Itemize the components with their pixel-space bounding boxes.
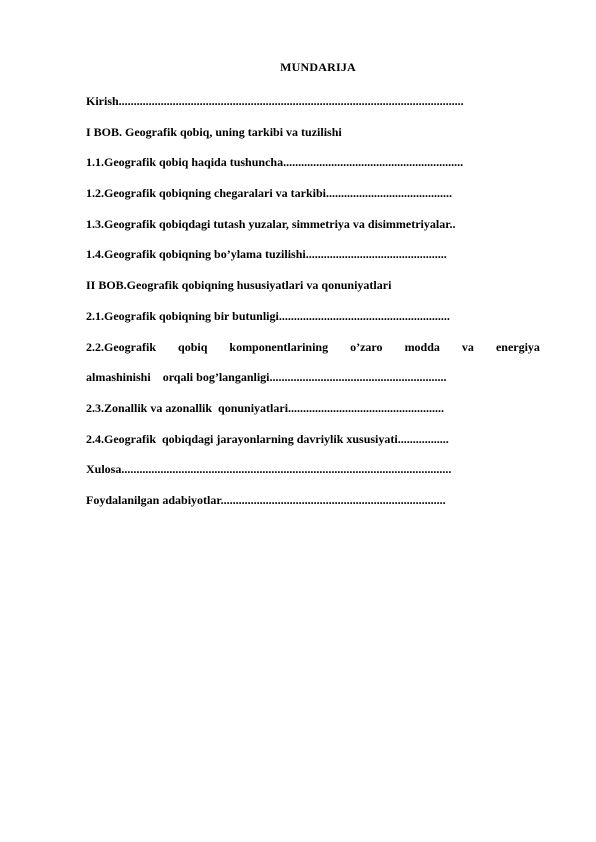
table-of-contents — [86, 94, 540, 524]
toc-word: modda — [404, 339, 440, 354]
toc-word: o’zaro — [350, 339, 383, 354]
toc-entry-kirish: Kirish................................................................................................................... — [86, 94, 464, 108]
toc-entry-chapter-2: II BOB.Geografik qobiqning hususiyatlari va qonuniyatlari — [86, 278, 392, 293]
toc-entry-2-4: 2.4.Geografik qobiqdagi jarayonlarning davriylik xususiyati................. — [86, 431, 449, 446]
toc-word: komponentlarining — [229, 339, 329, 354]
toc-entry-1-1: 1.1.Geografik qobiq haqida tushuncha............................................................ — [86, 155, 464, 170]
toc-entry-2-2-line-1 — [86, 340, 540, 354]
toc-word: qobiq — [178, 339, 208, 354]
toc-entry-2-3: 2.3.Zonallik va azonallik qonuniyatlari.................................................... — [86, 400, 445, 415]
toc-entry-2-2-line-2: almashinishi orqali bog’langanligi........................................................... — [86, 370, 447, 385]
toc-entry-xulosa: Xulosa.............................................................................................................. — [86, 462, 452, 477]
toc-word: energiya — [495, 339, 540, 354]
toc-entry-adabiyotlar: Foydalanilgan adabiyotlar........................................................................... — [86, 492, 446, 507]
toc-entry-1-3: 1.3.Geografik qobiqdagi tutash yuzalar, simmetriya va disimmetriyalar.. — [86, 216, 456, 231]
toc-title: MUNDARIJA — [280, 60, 356, 74]
toc-entry-chapter-1: I BOB. Geografik qobiq, uning tarkibi va tuzilishi — [86, 124, 342, 139]
toc-word: 2.2.Geografik — [86, 339, 156, 354]
toc-entry-1-4: 1.4.Geografik qobiqning bo’ylama tuzilishi............................................... — [86, 247, 447, 262]
toc-entry-2-1: 2.1.Geografik qobiqning bir butunligi......................................................... — [86, 308, 450, 323]
toc-word: va — [461, 339, 474, 354]
toc-entry-1-2: 1.2.Geografik qobiqning chegaralari va tarkibi.......................................... — [86, 186, 453, 201]
